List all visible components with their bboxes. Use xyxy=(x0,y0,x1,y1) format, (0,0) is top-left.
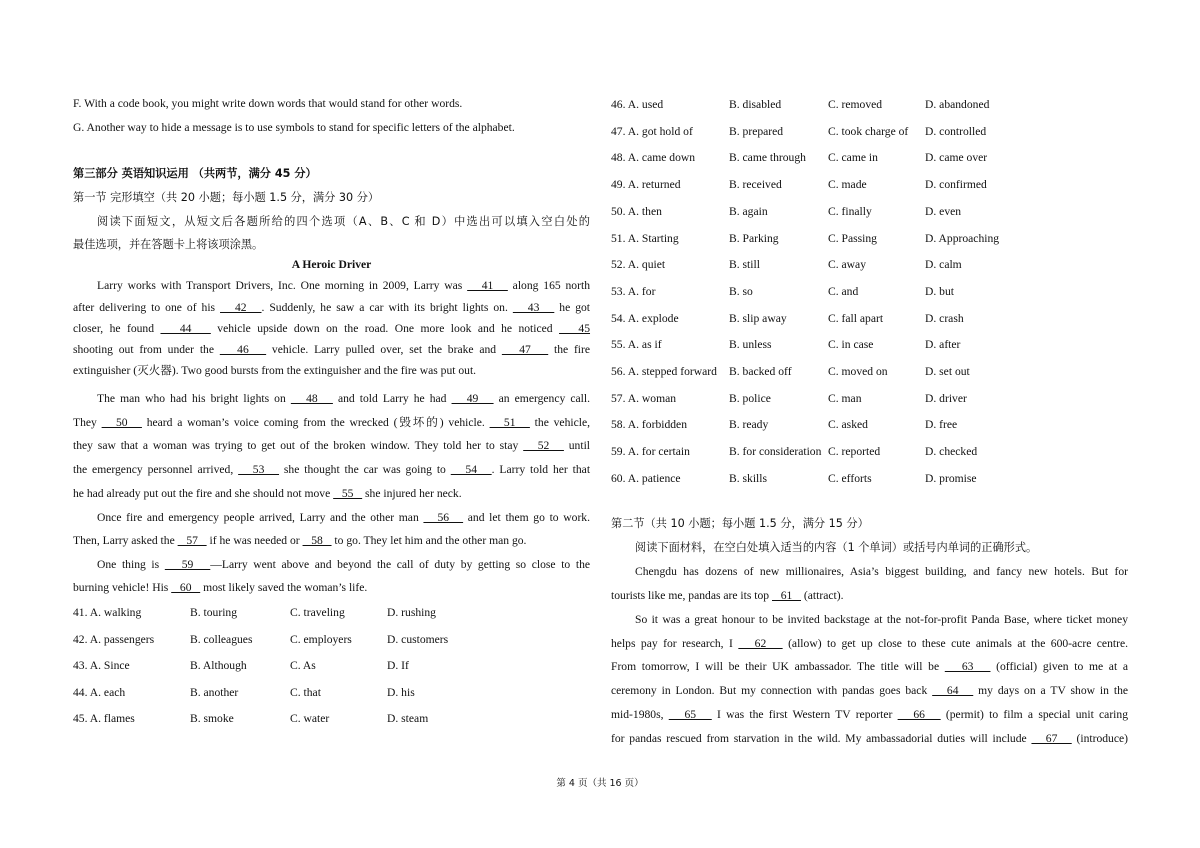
right-text-line: mid-1980s, 65 I was the first Western TV reporter 66 (permit) to film a special unit caring xyxy=(611,708,1128,721)
option-57-C: C. man xyxy=(828,391,862,405)
option-57-B: B. police xyxy=(729,391,771,405)
option-53-D: D. but xyxy=(925,284,954,298)
option-59-B: B. for consideration xyxy=(729,445,822,459)
option-50-A: 50. A. then xyxy=(611,204,662,218)
option-56-B: B. backed off xyxy=(729,365,792,378)
option-60-D: D. promise xyxy=(925,471,977,485)
option-43-C: C. As xyxy=(290,659,316,673)
option-52-C: C. away xyxy=(828,258,866,272)
option-53-A: 53. A. for xyxy=(611,284,656,298)
option-56-D: D. set out xyxy=(925,365,970,378)
blank-48: 48 xyxy=(290,392,333,405)
right-text-line: helps pay for research, I 62 (allow) to get up close to these cute animals at the 600-acre centre. xyxy=(611,637,1129,650)
right-text-line: From tomorrow, I will be their UK ambassador. The title will be 63 (official) given to me at a xyxy=(611,660,1128,673)
option-54-D: D. crash xyxy=(925,311,964,325)
left-text-line: Larry works with Transport Drivers, Inc. One morning in 2009, Larry was 41 along 165 north xyxy=(97,279,590,292)
left-text-line: 最佳选项，并在答题卡上将该项涂黑。 xyxy=(73,238,264,251)
left-text-line: 第一节 完形填空（共 20 小题；每小题 1.5 分，满分 30 分） xyxy=(73,191,380,204)
blank-57: 57 xyxy=(177,534,207,547)
option-51-D: D. Approaching xyxy=(925,231,1000,245)
blank-42: 42 xyxy=(220,301,262,314)
option-56-C: C. moved on xyxy=(828,365,888,378)
blank-63: 63 xyxy=(944,660,991,673)
left-text-line: Then, Larry asked the 57 if he was needed or 58 to go. They let him and the other man go. xyxy=(73,534,527,547)
blank-61: 61 xyxy=(772,589,801,602)
blank-55: 55 xyxy=(333,487,363,500)
option-55-A: 55. A. as if xyxy=(611,338,662,352)
option-51-B: B. Parking xyxy=(729,231,779,245)
option-48-D: D. came over xyxy=(925,151,988,165)
left-text-line: A Heroic Driver xyxy=(291,258,372,271)
option-43-D: D. If xyxy=(387,659,409,673)
left-text-line: he had already put out the fire and she should not move 55 she injured her neck. xyxy=(73,487,462,500)
option-54-B: B. slip away xyxy=(729,311,787,325)
blank-43: 43 xyxy=(512,301,555,314)
option-46-A: 46. A. used xyxy=(611,98,664,111)
blank-47: 47 xyxy=(501,343,549,356)
option-53-B: B. so xyxy=(729,284,753,298)
left-text-line: burning vehicle! His 60 most likely saved the woman’s life. xyxy=(73,581,368,594)
option-50-B: B. again xyxy=(729,204,768,218)
option-55-B: B. unless xyxy=(729,338,772,352)
right-text-line: tourists like me, pandas are its top 61 (attract). xyxy=(611,589,844,602)
blank-49: 49 xyxy=(451,392,494,405)
option-59-D: D. checked xyxy=(925,445,978,459)
blank-67: 67 xyxy=(1031,732,1072,745)
blank-60: 60 xyxy=(171,581,201,594)
option-49-B: B. received xyxy=(729,178,782,192)
left-text-line: F. With a code book, you might write down words that would stand for other words. xyxy=(73,97,463,110)
right-text-line: 第二节（共 10 小题；每小题 1.5 分，满分 15 分） xyxy=(611,517,869,530)
blank-64: 64 xyxy=(932,684,974,697)
blank-45: 45 xyxy=(559,322,591,335)
left-text-line: closer, he found 44 vehicle upside down on the road. One more look and he noticed 45 xyxy=(73,322,591,335)
option-57-D: D. driver xyxy=(925,391,967,405)
left-text-line: They 50 heard a woman’s voice coming from the wrecked (毁坏的) vehicle. 51 the vehicle, xyxy=(73,416,590,429)
left-text-line: Once fire and emergency people arrived, Larry and the other man 56 and let them go to work. xyxy=(97,511,590,524)
left-text-line: G. Another way to hide a message is to use symbols to stand for specific letters of the alphabet. xyxy=(73,121,515,134)
blank-54: 54 xyxy=(450,463,492,476)
blank-51: 51 xyxy=(489,416,530,429)
option-42-A: 42. A. passengers xyxy=(73,632,155,646)
option-59-C: C. reported xyxy=(828,445,881,459)
option-47-C: C. took charge of xyxy=(828,124,909,138)
blank-56: 56 xyxy=(423,511,464,524)
left-text-line: shooting out from under the 46 vehicle. Larry pulled over, set the brake and 47 the fire xyxy=(73,343,591,356)
option-52-D: D. calm xyxy=(925,258,962,272)
right-text-line: Chengdu has dozens of new millionaires, Asia’s biggest building, and fancy new hotels. But for xyxy=(635,565,1128,578)
blank-46: 46 xyxy=(219,343,267,356)
option-44-C: C. that xyxy=(290,685,321,699)
option-48-B: B. came through xyxy=(729,151,806,165)
option-43-A: 43. A. Since xyxy=(73,659,130,673)
option-52-B: B. still xyxy=(729,258,760,272)
option-56-A: 56. A. stepped forward xyxy=(611,365,717,378)
option-54-C: C. fall apart xyxy=(828,311,884,325)
option-42-C: C. employers xyxy=(290,632,352,646)
left-text-line: 第三部分 英语知识运用 （共两节，满分 45 分） xyxy=(73,167,317,180)
option-57-A: 57. A. woman xyxy=(611,391,677,405)
option-45-A: 45. A. flames xyxy=(73,712,135,726)
right-text-line: 阅读下面材料，在空白处填入适当的内容（1 个单词）或括号内单词的正确形式。 xyxy=(635,541,1038,554)
option-46-C: C. removed xyxy=(828,98,883,111)
left-text-line: 阅读下面短文，从短文后各题所给的四个选项（A、B、C 和 D）中选出可以填入空白处的 xyxy=(97,215,590,228)
blank-50: 50 xyxy=(101,416,142,429)
option-60-B: B. skills xyxy=(729,471,768,485)
page-footer: 第 4 页（共 16 页） xyxy=(556,778,644,789)
left-text-line: One thing is 59 —Larry went above and beyond the call of duty by getting so close to the xyxy=(97,558,591,571)
blank-52: 52 xyxy=(523,439,564,452)
option-60-A: 60. A. patience xyxy=(611,471,681,485)
right-text-line: for pandas rescued from starvation in the wild. My ambassadorial duties will include 67 (introduce) xyxy=(611,732,1128,745)
option-54-A: 54. A. explode xyxy=(611,311,679,325)
left-text-line: extinguisher (灭火器). Two good bursts from the extinguisher and the fire was put out. xyxy=(73,364,477,377)
option-44-A: 44. A. each xyxy=(73,685,126,699)
option-42-B: B. colleagues xyxy=(190,632,253,646)
right-text-line: ceremony in London. But my connection with pandas goes back 64 my days on a TV show in the xyxy=(611,684,1129,697)
option-55-C: C. in case xyxy=(828,338,874,352)
option-55-D: D. after xyxy=(925,338,961,352)
option-58-D: D. free xyxy=(925,418,958,432)
option-41-A: 41. A. walking xyxy=(73,606,142,619)
option-45-B: B. smoke xyxy=(190,712,234,726)
option-45-D: D. steam xyxy=(387,712,429,726)
option-41-C: C. traveling xyxy=(290,606,345,619)
blank-65: 65 xyxy=(668,708,712,721)
option-58-B: B. ready xyxy=(729,418,769,432)
option-44-B: B. another xyxy=(190,685,239,699)
option-46-D: D. abandoned xyxy=(925,98,990,111)
option-50-C: C. finally xyxy=(828,204,872,218)
option-59-A: 59. A. for certain xyxy=(611,445,690,459)
option-51-C: C. Passing xyxy=(828,231,877,245)
blank-58: 58 xyxy=(302,534,332,547)
left-text-line: after delivering to one of his 42 . Suddenly, he saw a car with its bright lights on. 43 he got xyxy=(73,301,591,314)
option-49-A: 49. A. returned xyxy=(611,178,681,192)
blank-53: 53 xyxy=(238,463,280,476)
option-58-C: C. asked xyxy=(828,418,868,432)
blank-59: 59 xyxy=(164,558,211,571)
option-41-D: D. rushing xyxy=(387,606,436,619)
option-52-A: 52. A. quiet xyxy=(611,258,666,272)
option-45-C: C. water xyxy=(290,712,330,726)
blank-66: 66 xyxy=(897,708,941,721)
option-44-D: D. his xyxy=(387,685,415,699)
blank-62: 62 xyxy=(738,637,783,650)
option-48-A: 48. A. came down xyxy=(611,151,696,165)
option-41-B: B. touring xyxy=(190,606,238,619)
left-text-line: they saw that a woman was trying to get out of the broken window. They told her to stay 52 until xyxy=(73,439,591,452)
option-47-B: B. prepared xyxy=(729,124,784,138)
option-47-D: D. controlled xyxy=(925,124,987,138)
option-42-D: D. customers xyxy=(387,632,449,646)
left-text-line: the emergency personnel arrived, 53 she thought the car was going to 54 . Larry told her that xyxy=(73,463,591,476)
blank-44: 44 xyxy=(160,322,211,335)
option-49-D: D. confirmed xyxy=(925,178,987,192)
option-50-D: D. even xyxy=(925,204,962,218)
option-53-C: C. and xyxy=(828,284,859,298)
option-58-A: 58. A. forbidden xyxy=(611,418,687,432)
option-43-B: B. Although xyxy=(190,659,247,673)
blank-41: 41 xyxy=(467,279,508,292)
option-51-A: 51. A. Starting xyxy=(611,231,679,245)
option-47-A: 47. A. got hold of xyxy=(611,124,693,138)
option-49-C: C. made xyxy=(828,178,867,192)
left-text-line: The man who had his bright lights on 48 and told Larry he had 49 an emergency call. xyxy=(97,392,590,405)
option-60-C: C. efforts xyxy=(828,471,872,485)
option-48-C: C. came in xyxy=(828,151,878,165)
option-46-B: B. disabled xyxy=(729,98,782,111)
right-text-line: So it was a great honour to be invited backstage at the not-for-profit Panda Base, where ticket money xyxy=(635,613,1128,626)
